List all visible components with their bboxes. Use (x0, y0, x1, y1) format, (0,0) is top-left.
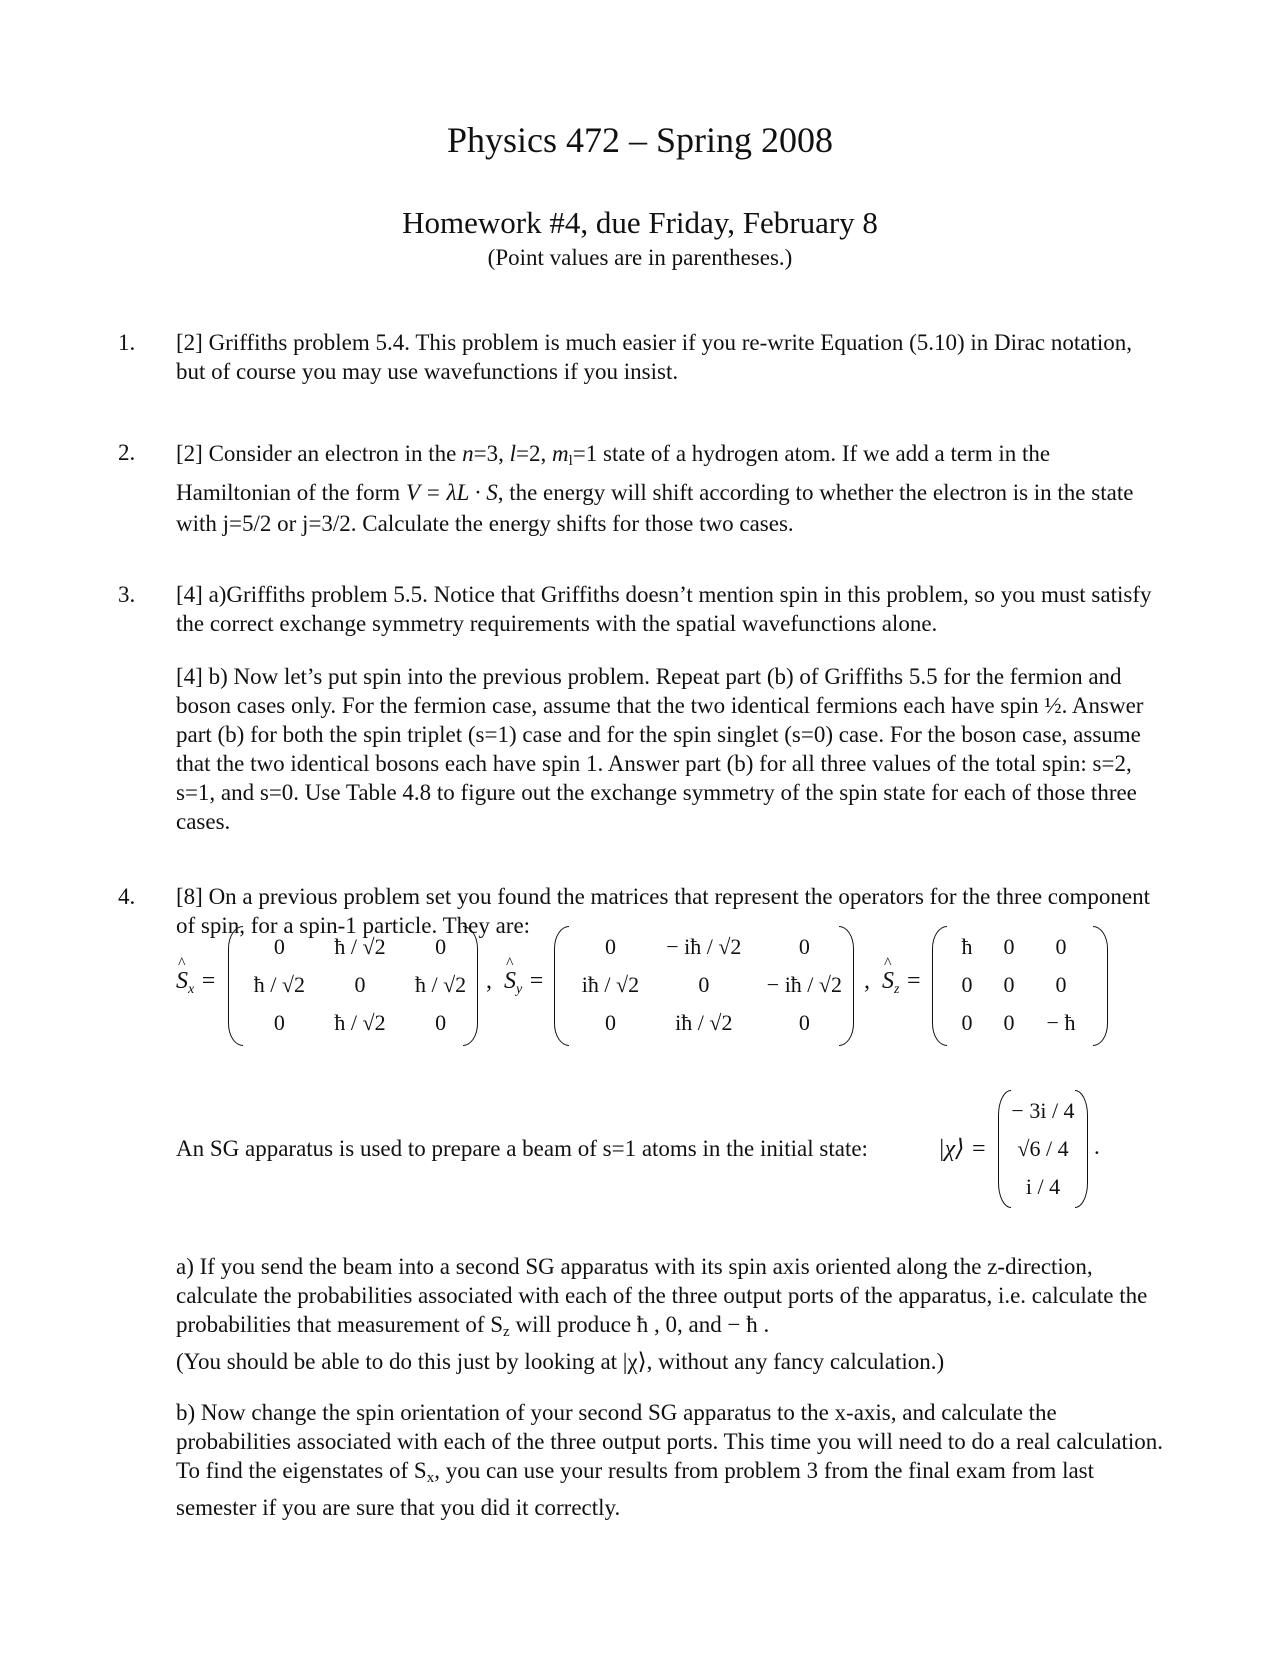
problem-4-intro: [8] On a previous problem set you found the matrices that represent the operators for the three component of spin, for a spin-1 particle. They are: (176, 884, 1150, 938)
chi-period: . (1094, 1134, 1100, 1159)
page-title: Physics 472 – Spring 2008 (446, 120, 834, 160)
chi-state-vector: − 3i / 4 √6 / 4 i / 4 (998, 1090, 1088, 1208)
spin-orbit-formula: V = λL · S (405, 480, 498, 505)
problem-3a-text: [4] a)Griffiths problem 5.5. Notice that Griffiths doesn’t mention spin in this problem, so you must satisfy the correct exchange symmetry requirements with the spatial wavefunctions alone. (176, 582, 1152, 636)
page-subtitle: Homework #4, due Friday, February 8 (402, 205, 878, 240)
problem-1-text: [2] Griffiths problem 5.4. This problem is much easier if you re-write Equation (5.10) in Dirac notation, but of course you may use wavefunctions if you insist. (176, 330, 1132, 384)
problem-3-number: 3. (118, 582, 136, 607)
spin-matrices: ^ $S_x$ = 0 ħ / √2 0 ħ / √2 0 ħ / √2 0 ħ / √2 0 , ^ $S_y$ = 0 − iħ / √2 0 iħ / √2 0 − iħ / √2 0 iħ / √2 0 , ^ $S_z$ = ħ 0 0 0 0 0 0 0 − ħ (176, 926, 1176, 1056)
sz-matrix: ħ 0 0 0 0 0 0 0 − ħ (932, 926, 1108, 1048)
problem-4a-text: a) If you send the beam into a second SG apparatus with its spin axis oriented along the z-direction, calculate the probabilities associated with each of the three output ports of the apparatus, i.e. calculate the probabilities that measurement of $S_z$ will produce ħ , 0, and − ħ . (You should be able to do this just by looking at |χ⟩, without any fancy calculation.) (176, 1254, 1148, 1374)
problem-3b-text: [4] b) Now let’s put spin into the previous problem. Repeat part (b) of Griffiths 5.5 for the fermion and boson cases only. For the fermion case, assume that the two identical fermions each have spin ½. Answer part (b) for both the spin triplet (s=1) case and for the spin singlet (s=0) case. For the boson case, assume that the two identical bosons each have spin 1. Answer part (b) for all three values of the total spin: s=2, s=1, and s=0. Use Table 4.8 to figure out the exchange symmetry of the spin state for each of those three cases. (176, 664, 1144, 834)
chi-ket-label: |χ⟩ = (938, 1136, 987, 1162)
sy-label: ^ $S_y$ = (504, 955, 545, 997)
problem-4-number: 4. (118, 884, 136, 909)
sg-initial-state-text: An SG apparatus is used to prepare a beam of s=1 atoms in the initial state: (176, 1136, 868, 1161)
sz-label: ^ $S_z$ = (882, 955, 922, 997)
sx-label: ^ $S_x$ = (176, 955, 217, 997)
problem-2-text: [2] Consider an electron in the n=3, l=2, $m_l=1$ state of a hydrogen atom. If we add a term in the Hamiltonian of the form V = λL · S, the energy will shift according to whether the electron is in the state with j=5/2 or j=3/2. Calculate the energy shifts for those two cases. (176, 441, 1134, 536)
problem-4b-text: b) Now change the spin orientation of your second SG apparatus to the x-axis, and calculate the probabilities associated with each of the three output ports. This time you will need to do a real calculation. To find the eigenstates of $S_x$, you can use your results from problem 3 from the final exam from last semester if you are sure that you did it correctly. (176, 1400, 1164, 1520)
sx-matrix: 0 ħ / √2 0 ħ / √2 0 ħ / √2 0 ħ / √2 0 (228, 926, 478, 1048)
problem-1-number: 1. (118, 330, 136, 355)
point-values-note: (Point values are in parentheses.) (487, 245, 793, 270)
sy-matrix: 0 − iħ / √2 0 iħ / √2 0 − iħ / √2 0 iħ / √2 0 (554, 926, 854, 1048)
problem-2-number: 2. (118, 440, 136, 465)
